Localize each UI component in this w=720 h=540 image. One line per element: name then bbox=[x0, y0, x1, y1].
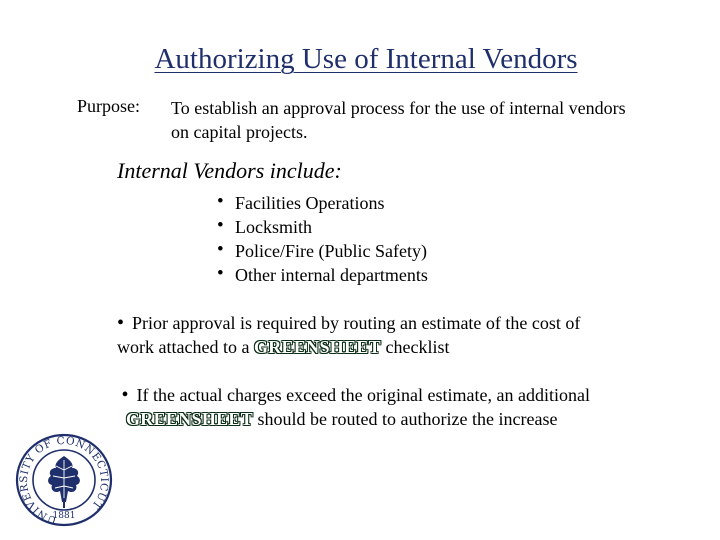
vendor-label: Other internal departments bbox=[235, 265, 428, 285]
paragraph-line bbox=[117, 335, 580, 359]
paragraph-text: If the actual charges exceed the original estimate, an additional bbox=[136, 385, 590, 405]
vendors-list bbox=[217, 191, 428, 287]
additional-charges-paragraph bbox=[117, 383, 590, 431]
vendor-label: Locksmith bbox=[235, 217, 312, 237]
vendors-heading: Internal Vendors include: bbox=[117, 158, 342, 183]
bullet-icon: • bbox=[117, 312, 125, 334]
purpose-text: To establish an approval process for the use of internal vendors on capital projects. bbox=[171, 98, 626, 142]
list-item bbox=[217, 215, 428, 239]
bullet-icon: • bbox=[217, 191, 224, 212]
purpose-label: Purpose: bbox=[77, 96, 140, 116]
paragraph-text: Prior approval is required by routing an estimate of the cost of bbox=[132, 313, 581, 333]
paragraph-text: should be routed to authorize the increase bbox=[257, 409, 558, 429]
paragraph-line bbox=[117, 383, 590, 407]
bullet-icon: • bbox=[217, 215, 224, 236]
list-item bbox=[217, 263, 428, 287]
list-item bbox=[217, 239, 428, 263]
paragraph-line bbox=[117, 311, 580, 335]
list-item bbox=[217, 191, 428, 215]
paragraph-text: work attached to a bbox=[117, 337, 250, 357]
bullet-icon: • bbox=[121, 384, 129, 406]
university-seal-icon bbox=[14, 432, 114, 528]
vendor-label: Facilities Operations bbox=[235, 193, 385, 213]
greensheet-term: GREENSHEET bbox=[253, 337, 381, 357]
paragraph-line bbox=[117, 407, 590, 431]
prior-approval-paragraph bbox=[117, 311, 580, 359]
seal-year: 1881 bbox=[52, 511, 76, 521]
paragraph-text: checklist bbox=[385, 337, 450, 357]
page-title: Authorizing Use of Internal Vendors bbox=[154, 43, 578, 75]
bullet-icon: • bbox=[217, 263, 224, 284]
bullet-icon: • bbox=[217, 239, 224, 260]
vendor-label: Police/Fire (Public Safety) bbox=[235, 241, 427, 261]
greensheet-term: GREENSHEET bbox=[126, 409, 254, 429]
seal-ring-text: UNIVERSITY OF CONNECTICUT bbox=[17, 434, 111, 527]
